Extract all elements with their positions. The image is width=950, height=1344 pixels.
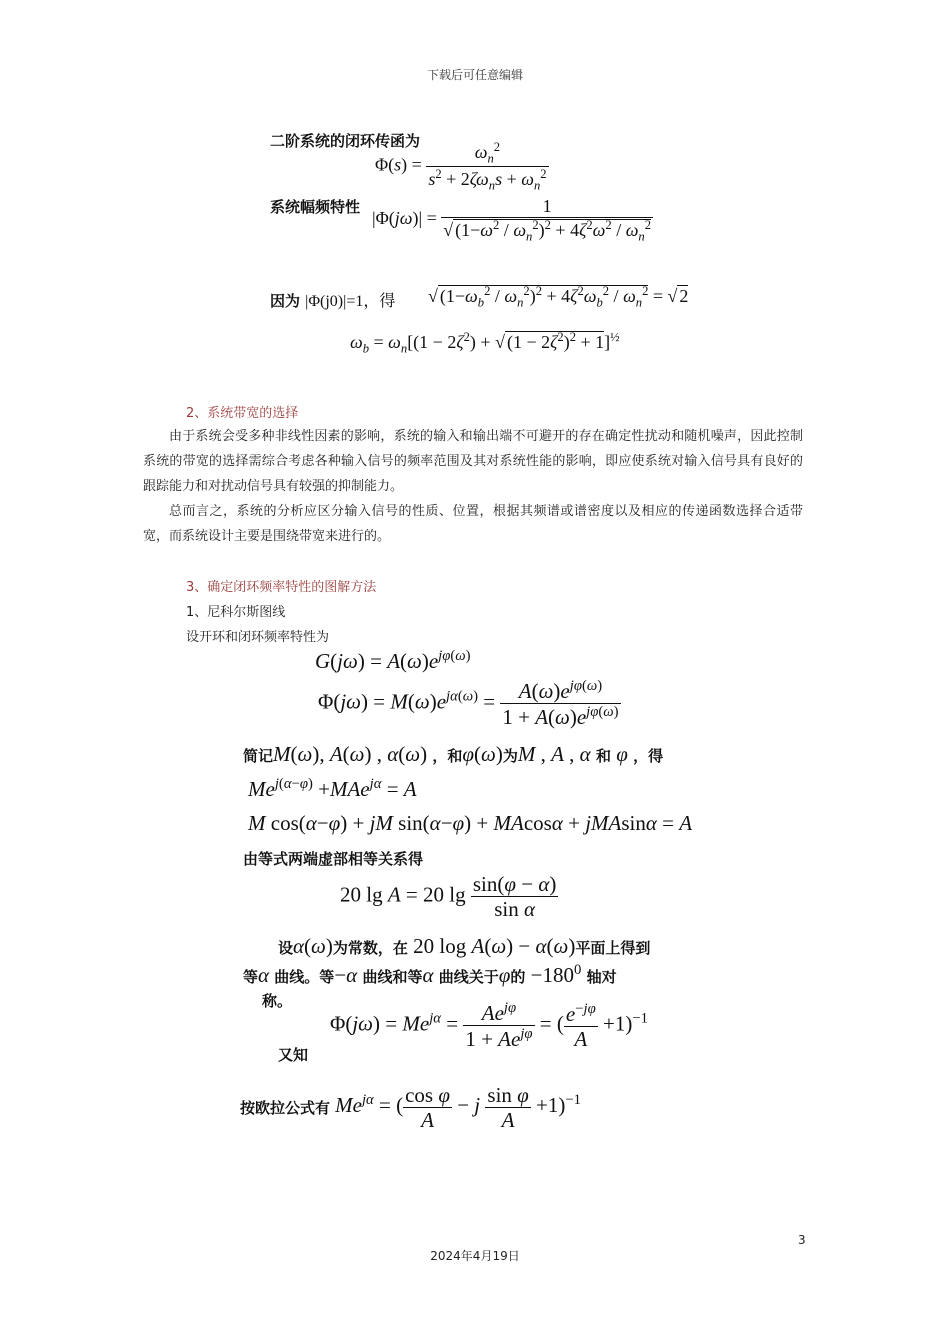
line2-e: 的	[510, 968, 526, 986]
label-euler: 按欧拉公式有	[240, 1099, 331, 1118]
label-closed-loop-tf: 二阶系统的闭环传函为	[270, 132, 421, 150]
equation-me-form: $Me^{j(\alpha-\varphi)} +MAe^{j\alpha} = A$	[248, 776, 417, 801]
section-3-heading: 3、确定闭环频率特性的图解方法	[186, 580, 377, 595]
brief-and: 和	[595, 747, 611, 765]
equation-open-loop: $G(j\omega) = A(\omega)e^{j\varphi(\omega)}$	[315, 648, 471, 673]
equation-phi-me: $\Phi(j\omega) = Me^{j\alpha}$ = $\frac{Ae^{j\varphi}}{1 + Ae^{j\varphi}}$ = ( $\frac{e^{-j\varphi}}{A}$ +1)$^{-1}$	[330, 1000, 648, 1052]
brief-get: ，得	[633, 747, 664, 765]
brief-prefix: 简记	[243, 747, 274, 765]
equation-magnitude: |Φ(jω)| = $\frac{1}{√ (1-\omega^2 / \omega_n^2)^2 + 4\zeta^2\omega^2 / \omega_n^2}$	[372, 196, 652, 244]
brief-notation-line: 简记M(ω), A(ω) , α(ω) ，和φ(ω)为M , A , α 和 φ ，得	[243, 742, 664, 766]
because-condition: |Φ(j0)|=1，得	[305, 293, 396, 310]
equation-bandwidth: $\omega_b = \omega_n[(1 - 2\zeta^2)$ + √ $(1 - 2\zeta^2)^2 + 1]^{\frac{1}{2}}$	[350, 330, 620, 356]
set-prefix: 设	[278, 939, 294, 957]
section-2-paragraph-1: 由于系统会受多种非线性因素的影响，系统的输入和输出端不可避开的存在确定性扰动和随机噪声，因此控制系统的带宽的选择需综合考虑各种输入信号的频率范围及其对系统性能的影响，即应使系统对输入信号具有良好的跟踪能力和对扰动信号具有较强的抑制能力。	[143, 429, 803, 494]
label-because: 因为	[270, 292, 301, 310]
set-mid: 为常数，在	[332, 939, 408, 957]
line2-b: 曲线。等	[274, 968, 335, 986]
set-plane: 平面上得到	[575, 939, 651, 957]
equation-closed-loop: $\Phi(j\omega) = M(\omega)e^{j\alpha(\omega)}$ = $\frac{A(\omega)e^{j\varphi(\omega)}}{1 + A(\omega)e^{j\varphi(\omega)}}$	[318, 678, 619, 730]
brief-mid: 和	[447, 747, 463, 765]
brief-suffix: 为	[502, 747, 518, 765]
symmetric-curve-line: 等α 曲线。等−α 曲线和等α 曲线关于φ的 $-180^0$ 轴对	[243, 962, 617, 987]
page-footer-date: 2024年4月19日	[430, 1249, 520, 1263]
equation-20lgA: 20 lg A = 20 lg $\frac{\sin(\varphi - \alpha)}{\text{sin α}}$	[340, 872, 557, 922]
label-imaginary-part: 由等式两端虚部相等关系得	[243, 850, 424, 868]
page-number: 3	[798, 1233, 806, 1247]
page-header: 下载后可任意编辑	[426, 68, 523, 82]
section-2-paragraph-2: 总而言之，系统的分析应区分输入信号的性质、位置，根据其频谱或谱密度以及相应的传递函数选择合适带宽，而系统设计主要是围绕带宽来进行的。	[143, 504, 803, 544]
intro-open-closed-loop: 设开环和闭环频率特性为	[186, 630, 330, 645]
line2-f: 轴对	[586, 968, 617, 986]
section-2-heading: 2、系统带宽的选择	[186, 406, 299, 421]
line2-a: 等	[243, 968, 259, 986]
euler-line	[240, 1083, 581, 1132]
equation-euler: $Me^{j\alpha}$ = ( $\frac{\text{cos φ}}{A}$ − j $\frac{\text{sin φ}}{A}$ +1)$^{-1}$	[335, 1083, 582, 1133]
symmetric-line-end: 称。	[262, 992, 293, 1010]
equation-bandwidth-condition: √ $(1-\omega_b^2 / \omega_n^2)^2 + 4\zeta^2\omega_b^2 / \omega_n^2$ = √ 2	[428, 284, 689, 310]
constant-alpha-line: 设α(ω)为常数，在 20 log A(ω) − α(ω)平面上得到	[278, 934, 651, 958]
line2-d: 曲线关于	[438, 968, 499, 986]
subsection-nichols-chart: 1、尼科尔斯图线	[186, 605, 286, 620]
equation-trig-form: M cos(α−φ) + jM sin(α−φ) + MAcosα + jMAsinα = A	[248, 811, 693, 835]
equation-closed-loop-tf: Φ(s) = $\frac{\omega_n^2}{s^2 + 2\zeta\omega_ns + \omega_n^2}$	[375, 140, 547, 193]
label-also-know: 又知	[278, 1046, 309, 1064]
because-line	[270, 288, 395, 311]
line2-c: 曲线和等	[362, 968, 423, 986]
label-magnitude-characteristic: 系统幅频特性	[270, 198, 361, 216]
